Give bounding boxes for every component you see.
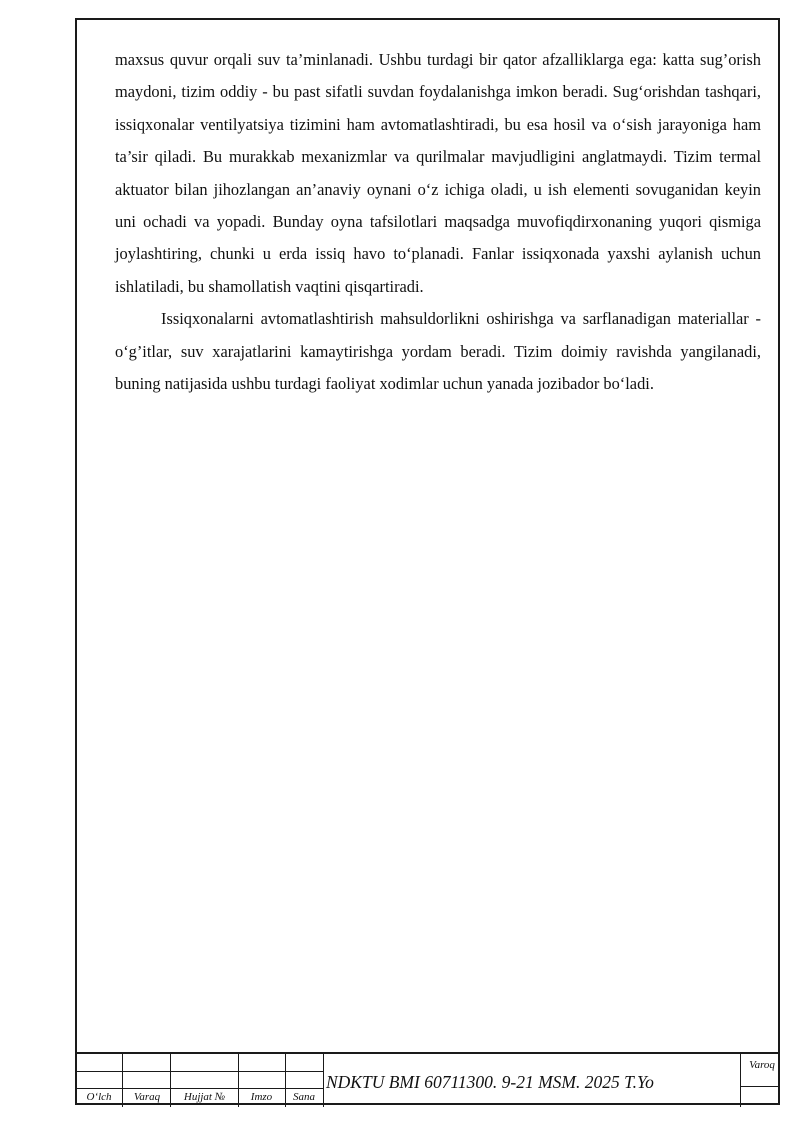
sheet-label: Varoq (749, 1059, 775, 1071)
column-varaq: Varaq (133, 1091, 161, 1103)
column-imzo: Imzo (250, 1091, 273, 1103)
body-text (115, 44, 761, 400)
paragraph-2: Issiqxonalarni avtomatlashtirish mahsuldorlikni oshirishga va sarflanadigan materiallar - o‘g’itlar, suv xarajatlarini kamaytirishga yordam beradi. Tizim doimiy ravishda yangilanadi, buning natijasida ushbu turdagi faoliyat xodimlar uchun yanada jozibador bo‘ladi. (115, 309, 761, 394)
column-sana: Sana (293, 1091, 315, 1103)
column-hujjat: Hujjat № (183, 1091, 226, 1103)
column-olch: O‘lch (86, 1091, 112, 1103)
paragraph-1: maxsus quvur orqali suv ta’minlanadi. Ushbu turdagi bir qator afzalliklarga ega: katta sug’orish maydoni, tizim oddiy - bu past sifatli suvdan foydalanishga imkon beradi. Sug‘orishdan tashqari, issiqxonalar ventilyatsiya tizimini ham avtomatlashtiradi, bu esa hosil va o‘sish jarayoniga ham ta’sir qiladi. Bu murakkab mexanizmlar va qurilmalar mavjudligini anglatmaydi. Tizim termal aktuator bilan jihozlangan an’anaviy oynani o‘z ichiga oladi, u ish elementi sovuganidan keyin uni ochadi va yopadi. Bunday oyna tafsilotlari maqsadga muvofiqdirxonaning yuqori qismiga joylashtiring, chunki u erda issiq havo to‘planadi. Fanlar issiqxonada yaxshi aylanish uchun ishlatiladi, bu shamollatish vaqtini qisqartiradi. (115, 50, 761, 296)
document-code: NDKTU BMI 60711300. 9-21 MSM. 2025 T.Yo (326, 1072, 654, 1092)
